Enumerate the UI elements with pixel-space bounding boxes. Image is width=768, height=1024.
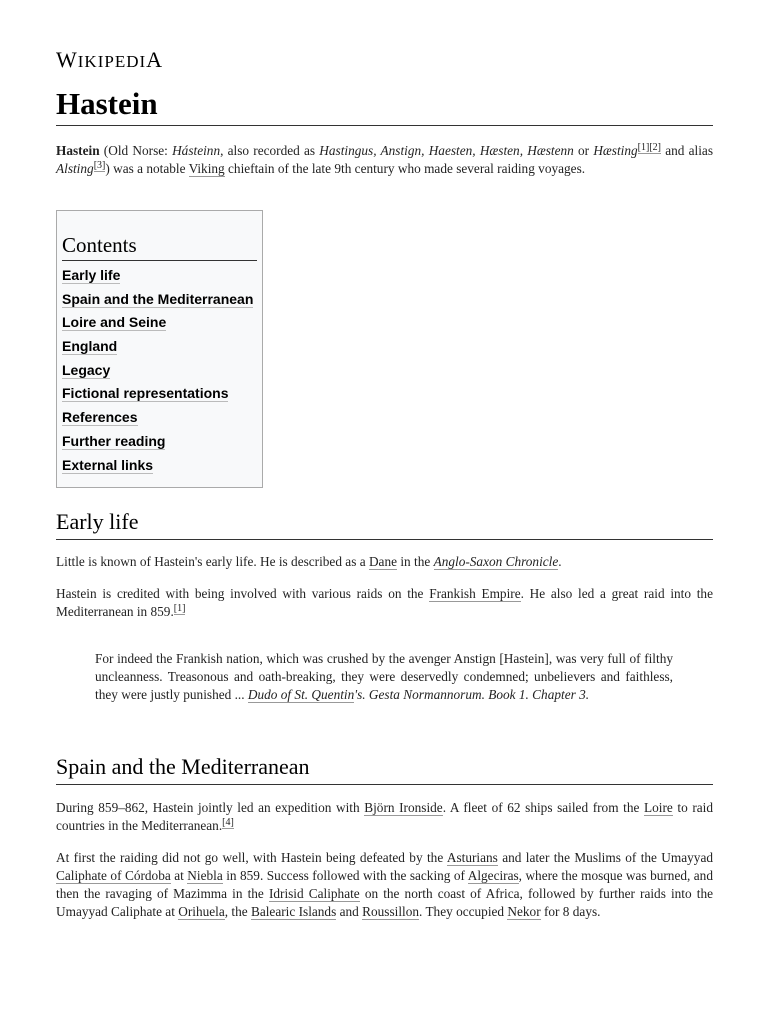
link-roussillon[interactable]: Roussillon: [362, 904, 420, 919]
intro-name: Hásteinn: [172, 143, 221, 158]
citation-link[interactable]: [4]: [222, 816, 234, 828]
citation-link[interactable]: [1]: [637, 141, 650, 153]
link-viking[interactable]: Viking: [188, 161, 225, 176]
body-text: . A fleet of 62 ships sailed from the: [442, 800, 644, 815]
intro-paragraph: [56, 142, 713, 178]
toc-link[interactable]: Legacy: [62, 361, 111, 378]
section-heading-early-life: Early life: [56, 508, 713, 540]
body-text: During 859–862, Hastein jointly led an expedition with: [56, 800, 365, 815]
toc-item-spain[interactable]: [62, 291, 257, 315]
body-text: . They occupied: [419, 904, 508, 919]
link-balearic-islands[interactable]: Balearic Islands: [250, 904, 337, 919]
citation-1[interactable]: [174, 603, 186, 615]
wordmark-initial: W: [56, 47, 78, 72]
citation-4[interactable]: [222, 817, 234, 829]
body-text: at: [170, 868, 188, 883]
wikipedia-wordmark[interactable]: [56, 47, 163, 73]
body-text: in the: [397, 554, 434, 569]
table-of-contents: [56, 210, 263, 488]
spain-paragraph-2: [56, 849, 713, 921]
link-loire[interactable]: Loire: [644, 800, 673, 815]
quote-text: For indeed the Frankish nation, which was crushed by the avenger Anstign [Hastein], was very full of filthy uncleanness. Treasonous and oath-breaking, they were deservedly condemned; unbelievers and faithless, they were justly punished ...: [95, 651, 673, 702]
body-text: in 859. Success followed with the sacking of: [222, 868, 468, 883]
citation-2[interactable]: [649, 142, 661, 154]
intro-name: Alsting: [56, 161, 94, 176]
intro-text: chieftain of the late 9th century who made several raiding voyages.: [224, 161, 586, 176]
toc-link[interactable]: External links: [62, 456, 154, 473]
toc-link[interactable]: England: [62, 338, 118, 355]
body-text: for 8 days.: [540, 904, 601, 919]
toc-item-references[interactable]: [62, 409, 257, 433]
intro-name: Hastingus, Anstign, Haesten, Hæsten, Hæstenn: [319, 143, 574, 158]
toc-item-external-links[interactable]: [62, 457, 257, 481]
citation-text: 's. Gesta Normannorum. Book 1. Chapter 3.: [354, 687, 590, 702]
body-text: and: [336, 904, 363, 919]
intro-lead: Hastein: [56, 143, 100, 158]
toc-item-fictional[interactable]: [62, 385, 257, 409]
link-asturians[interactable]: Asturians: [446, 850, 498, 865]
link-caliphate-cordoba[interactable]: Caliphate of Córdoba: [56, 868, 171, 883]
citation-link[interactable]: [1]: [173, 602, 186, 614]
toc-link[interactable]: Further reading: [62, 432, 166, 449]
toc-item-loire-seine[interactable]: [62, 314, 257, 338]
early-life-paragraph-2: [56, 585, 713, 621]
link-dudo[interactable]: Dudo of St. Quentin: [247, 687, 355, 702]
toc-item-further-reading[interactable]: [62, 433, 257, 457]
link-bjorn-ironside[interactable]: Björn Ironside: [364, 800, 443, 815]
section-heading-spain: Spain and the Mediterranean: [56, 753, 713, 785]
citation-link[interactable]: [2]: [649, 141, 661, 153]
intro-text: ) was a notable: [105, 161, 189, 176]
body-text: Little is known of Hastein's early life. He is described as a: [56, 554, 369, 569]
toc-link[interactable]: Loire and Seine: [62, 314, 167, 331]
link-idrisid-caliphate[interactable]: Idrisid Caliphate: [268, 886, 360, 901]
body-text: .: [558, 554, 562, 569]
citation-link[interactable]: [3]: [93, 159, 106, 171]
citation-3[interactable]: [94, 160, 106, 172]
link-dane[interactable]: Dane: [368, 554, 398, 569]
intro-text: or: [573, 143, 594, 158]
toc-title: Contents: [62, 233, 257, 261]
body-text: to raid countries in the Mediterranean.: [56, 800, 714, 833]
toc-list: [62, 267, 257, 480]
body-text: on the north coast of Africa, followed by further raids into the Umayyad Caliphate at: [56, 886, 713, 919]
intro-text: , also recorded as: [220, 143, 320, 158]
quote-citation: [248, 687, 589, 703]
body-text: Hastein is credited with being involved with various raids on the: [56, 586, 430, 601]
link-nekor[interactable]: Nekor: [507, 904, 541, 919]
intro-text: and alias: [661, 143, 714, 158]
toc-item-england[interactable]: [62, 338, 257, 362]
body-text: and later the Muslims of the Umayyad: [497, 850, 714, 865]
body-text: , where the mosque was burned, and then the ravaging of Mazimma in the: [56, 868, 713, 901]
toc-item-early-life[interactable]: [62, 267, 257, 291]
citation-1[interactable]: [638, 142, 650, 154]
toc-link[interactable]: Early life: [62, 267, 121, 283]
toc-link[interactable]: Spain and the Mediterranean: [62, 290, 254, 307]
page-title: Hastein: [56, 85, 713, 126]
body-text: At first the raiding did not go well, with Hastein being defeated by the: [56, 850, 447, 865]
body-text: . He also led a great raid into the Mediterranean in 859.: [56, 586, 713, 619]
early-life-paragraph-1: [56, 553, 713, 571]
spain-paragraph-1: [56, 799, 713, 835]
link-niebla[interactable]: Niebla: [187, 868, 223, 883]
link-anglo-saxon-chronicle[interactable]: [433, 554, 562, 570]
link-frankish-empire[interactable]: Frankish Empire: [429, 586, 521, 601]
toc-link[interactable]: Fictional representations: [62, 385, 229, 402]
wordmark-final: A: [146, 47, 164, 72]
link-orihuela[interactable]: Orihuela: [178, 904, 225, 919]
dudo-quote: [95, 650, 673, 704]
toc-item-legacy[interactable]: [62, 362, 257, 386]
link-algeciras[interactable]: Algeciras: [467, 868, 519, 883]
intro-text: (Old Norse:: [99, 143, 173, 158]
body-text: , the: [224, 904, 251, 919]
wordmark-body: IKIPEDI: [77, 52, 147, 71]
intro-name: Hæsting: [593, 143, 638, 158]
toc-link[interactable]: References: [62, 409, 138, 426]
link-text[interactable]: Anglo-Saxon Chronicle: [433, 554, 559, 569]
